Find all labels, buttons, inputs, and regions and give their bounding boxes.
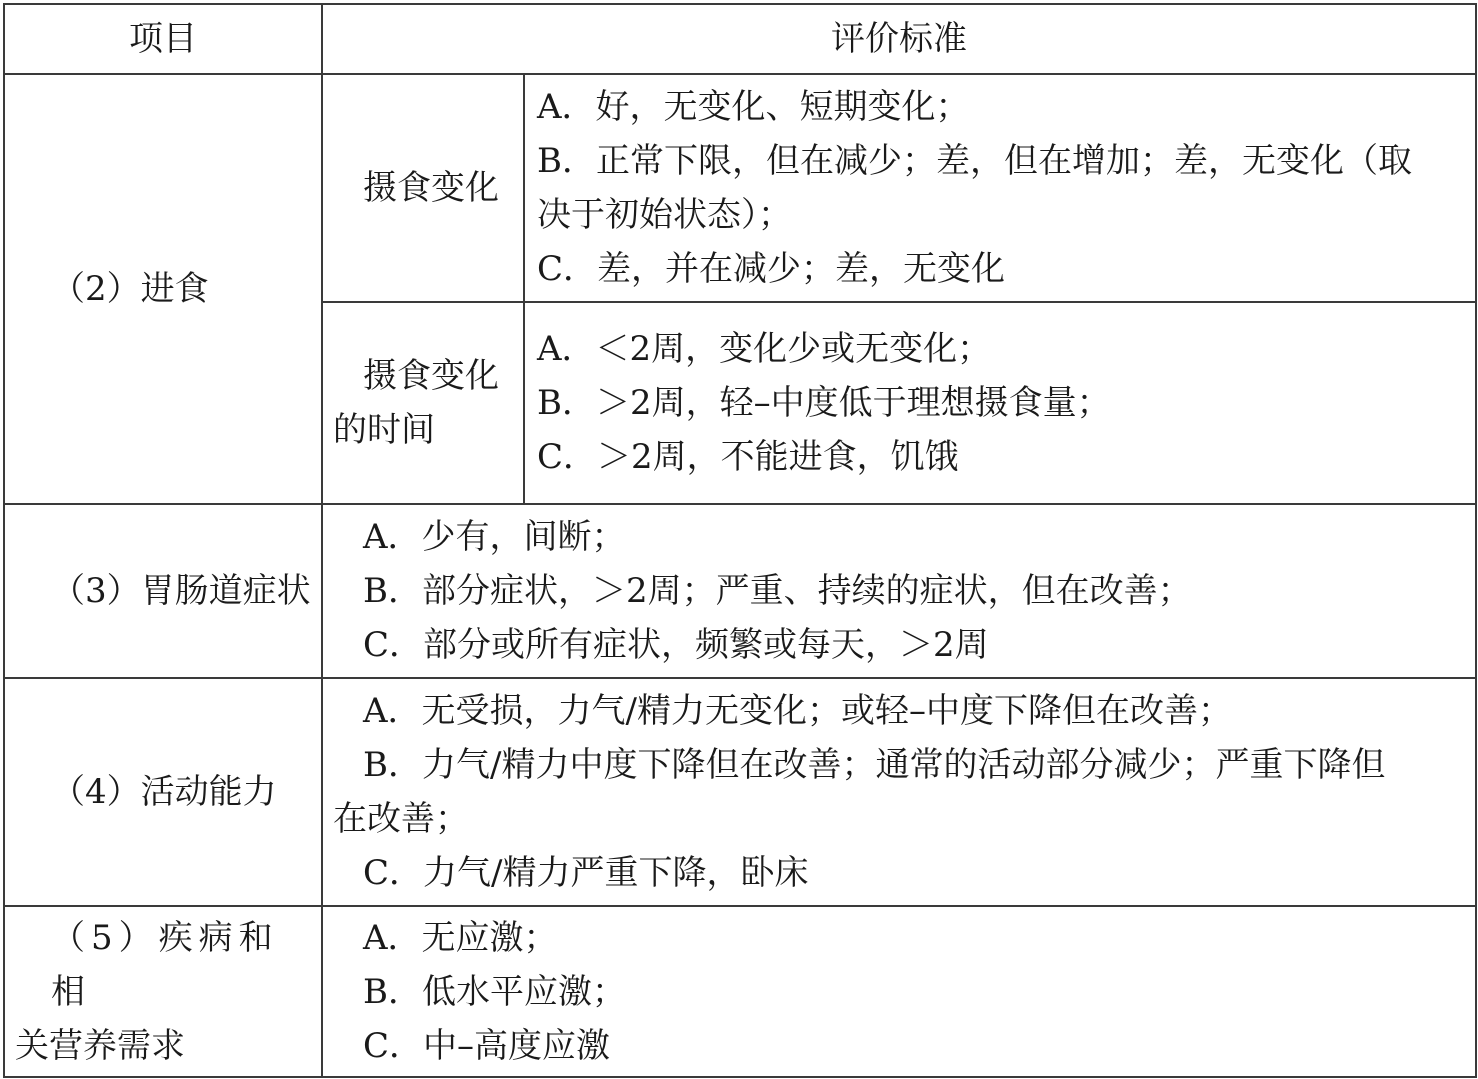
sub-intake-duration-label-2: 的时间 bbox=[333, 410, 435, 450]
criteria-line: B．力气/精力中度下降但在改善；通常的活动部分减少；严重下降但 bbox=[363, 745, 1386, 785]
evaluation-table bbox=[3, 3, 1477, 1078]
sub-intake-duration bbox=[322, 302, 524, 504]
criteria-line: C．差，并在减少；差，无变化 bbox=[537, 249, 1006, 289]
table-row bbox=[4, 906, 1476, 1077]
sub-intake-duration-label-1: 摄食变化 bbox=[363, 356, 499, 396]
criteria-line: C．力气/精力严重下降，卧床 bbox=[363, 853, 809, 893]
header-row bbox=[4, 4, 1476, 74]
item-intake-label: （2）进食 bbox=[51, 269, 209, 309]
criteria-line: 决于初始状态）； bbox=[537, 195, 792, 235]
criteria-line: A．＜2周，变化少或无变化； bbox=[537, 329, 992, 369]
criteria-line: B．正常下限，但在减少；差，但在增加；差，无变化（取 bbox=[537, 141, 1412, 181]
item-gi-label: （3）胃肠道症状 bbox=[51, 571, 311, 611]
header-criteria: 评价标准 bbox=[322, 4, 1476, 74]
table-row bbox=[4, 678, 1476, 906]
item-activity-label: （4）活动能力 bbox=[51, 772, 277, 812]
header-item: 项目 bbox=[4, 4, 322, 74]
criteria-line: B．部分症状，＞2周；严重、持续的症状，但在改善； bbox=[363, 571, 1192, 611]
sub-intake-change-label: 摄食变化 bbox=[363, 168, 499, 208]
criteria-line: A．无受损，力气/精力无变化；或轻–中度下降但在改善； bbox=[363, 691, 1233, 731]
criteria-line: A．少有，间断； bbox=[363, 517, 626, 557]
criteria-line: C．中–高度应激 bbox=[363, 1025, 611, 1066]
table-row bbox=[4, 504, 1476, 678]
item-gi bbox=[4, 504, 322, 678]
criteria-line: C．部分或所有症状，频繁或每天，＞2周 bbox=[363, 625, 989, 665]
criteria-line: 在改善； bbox=[333, 799, 469, 839]
criteria-line: B．＞2周，轻–中度低于理想摄食量； bbox=[537, 383, 1111, 423]
criteria-line: A．好，无变化、短期变化； bbox=[537, 87, 970, 127]
item-activity bbox=[4, 678, 322, 906]
criteria-line: A．无应激； bbox=[363, 917, 558, 958]
criteria-gi bbox=[322, 504, 1476, 678]
criteria-activity bbox=[322, 678, 1476, 906]
criteria-intake-duration bbox=[524, 302, 1476, 504]
criteria-line: B．低水平应激； bbox=[363, 971, 626, 1012]
item-disease-label-2: 关营养需求 bbox=[15, 1025, 185, 1066]
item-disease bbox=[4, 906, 322, 1077]
sub-intake-change bbox=[322, 74, 524, 302]
table-row bbox=[4, 74, 1476, 302]
item-intake bbox=[4, 74, 322, 504]
item-disease-label-1: （5）疾病和相 bbox=[51, 917, 279, 1012]
criteria-line: C．＞2周，不能进食，饥饿 bbox=[537, 437, 959, 477]
criteria-disease bbox=[322, 906, 1476, 1077]
criteria-intake-change bbox=[524, 74, 1476, 302]
